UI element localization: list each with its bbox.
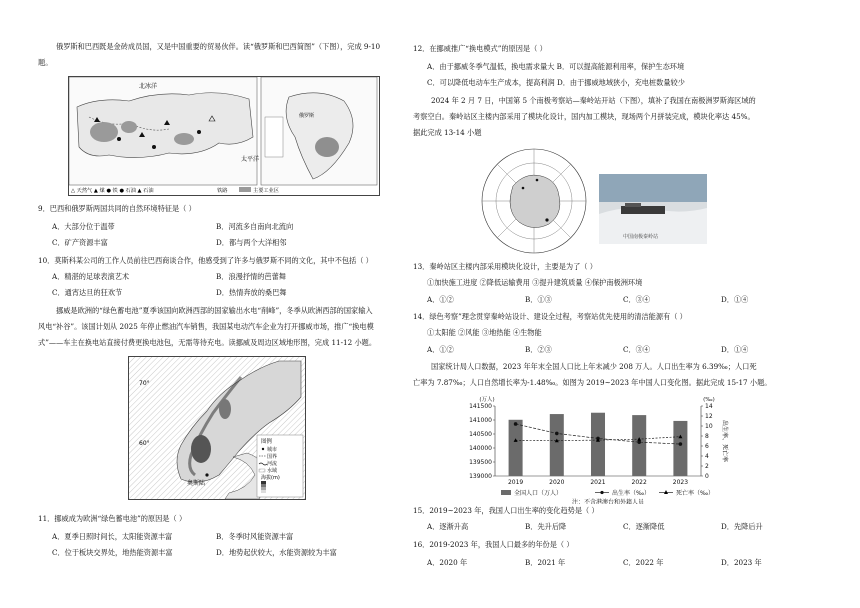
photo-caption: 中国南极秦岭站 [623,234,659,240]
birth-rate-point-2023 [679,442,683,446]
right-tick-label: 4 [705,453,709,460]
map1-legend: △ 天然气 ▲ 煤 ● 铁 ● 石油 ▲ 石油 [71,188,154,194]
left-tick-label: 140000 [469,445,492,452]
population-para-1: 国家统计局人口数据，2023 年年末全国人口比上年末减少 208 万人。人口出生率为 6.39‰；人口死 [431,362,757,371]
qinling-para-3: 据此完成 13-14 小题 [413,128,482,137]
q15-option-c[interactable]: C．逐渐降低 [623,522,665,531]
russia-brazil-map [68,76,380,196]
legend-population: 全国人口（万人） [514,490,563,497]
map1-legend-industry: 主要工业区 [253,188,279,194]
map2-legend-water: 水域 [267,468,278,474]
legend-death-marker [664,490,668,494]
qinling-para-1: 2024 年 2 月 7 日，中国第 5 个南极考察站—秦岭站开站（下图），填补了我国在南极洲罗斯海区域的 [431,96,756,105]
qinling-para-2: 考察空白。秦岭站区主楼内部采用了模块化设计，国内加工模块，现场两个月拼装完成，模块化率达 45%。 [413,112,755,121]
intro-line-1: 俄罗斯和巴西既是金砖成员国，又是中国重要的贸易伙伴。读“俄罗斯和巴西简图”（下图），完成 9-10 [56,42,381,51]
right-tick-label: 2 [705,463,709,470]
legend-birth-marker [600,491,603,494]
oslo-label: 奥斯陆 [187,480,206,487]
intro-line-2: 题。 [38,58,53,67]
map1-legend-rail: 铁路 [217,188,228,194]
q14-items: ①太阳能 ②风能 ③地热能 ④生物能 [427,328,542,337]
q11-option-d[interactable]: D．地势起伏较大，水能资源较为丰富 [216,548,337,557]
q16-option-d[interactable]: D．2023 年 [721,558,762,567]
lat-60-label: 60° [139,440,150,447]
q13-option-d[interactable]: D．①④ [721,295,749,304]
q9-option-c[interactable]: C．矿产资源丰富 [52,238,108,247]
right-tick-label: 14 [705,403,713,410]
q15-option-b[interactable]: B．先升后降 [525,522,567,531]
q14-stem: 14．绿色考察”理念贯穿秦岭站设计、建设全过程，考察站优先使用的清洁能源有（ ） [413,312,687,321]
q11-option-b[interactable]: B．冬季时风能资源丰富 [216,532,294,541]
map2-legend-city: 城市 [267,447,278,453]
q12-stem: 12．在挪威推广“换电模式”的原因是（ ） [413,44,547,53]
left-axis-unit: (万人) [479,397,495,403]
q16-stem: 16．2019-2023 年，我国人口最多的年份是（ ） [413,540,574,549]
q11-option-a[interactable]: A．夏季日照时间长，太阳能资源丰富 [52,532,173,541]
q10-option-c[interactable]: C．通宵达旦的狂欢节 [52,288,123,297]
q10-option-b[interactable]: B．浪漫抒情的芭蕾舞 [216,272,286,281]
legend-birth: 出生率（‰） [612,490,651,497]
q13-stem: 13．秦岭站区主楼内部采用模块化设计，主要是为了（ ） [413,262,597,271]
right-tick-label: 12 [705,413,713,420]
x-label-2022: 2022 [631,479,647,486]
q14-option-a[interactable]: A．①② [427,345,454,354]
q10-option-a[interactable]: A．精湛的足球表演艺术 [52,272,130,281]
bar-2019 [509,420,523,476]
q12-option-ab[interactable]: A．由于挪威冬季气温低，换电需求量大 B．可以提高能源利用率，保护生态环境 [427,62,685,71]
q14-option-d[interactable]: D．①④ [721,345,749,354]
q14-option-c[interactable]: C．③④ [623,345,651,354]
bar-2022 [632,415,646,476]
population-chart [453,392,753,504]
q16-option-b[interactable]: B．2021 年 [525,558,566,567]
q13-option-c[interactable]: C．③④ [623,295,651,304]
left-tick-label: 141000 [469,417,492,424]
right-axis-unit: (‰) [703,397,715,403]
bar-2021 [591,413,605,476]
q11-stem: 11．挪威成为欧洲“绿色蓄电池”的原因是（ ） [38,514,187,523]
norway-terrain-map [128,356,306,500]
q16-option-c[interactable]: C．2022 年 [623,558,664,567]
legend-bar-swatch [501,490,511,495]
x-label-2020: 2020 [549,479,565,486]
q14-option-b[interactable]: B．②③ [525,345,552,354]
norway-para-1: 挪威是欧洲的“绿色蓄电池”夏季该国向欧洲西部的国家输出水电“削峰”，冬季从欧洲西部的国家输入 [56,306,373,315]
q12-option-cd[interactable]: C．可以降低电动车生产成本，提高利润 D．由于挪威地域狭小，充电桩数量较少 [427,78,685,87]
legend-death: 死亡率（‰） [676,490,715,497]
map2-legend-title: 图例 [261,439,272,445]
q15-option-d[interactable]: D．先降后升 [721,522,763,531]
q15-option-a[interactable]: A．逐渐升高 [427,522,469,531]
ocean-north-label: 北冰洋 [139,83,158,90]
left-tick-label: 140500 [469,431,492,438]
russia-brazil-map-svg [69,77,379,195]
bar-2020 [550,414,564,476]
left-tick-label: 139000 [469,473,492,480]
right-axis-label: 出生率、死亡率 [721,419,728,463]
left-tick-label: 139500 [469,459,492,466]
chart-note: 注：不含港澳台和外籍人员 [571,499,645,504]
birth-rate-point-2020 [555,432,559,436]
q9-stem: 9．巴西和俄罗斯两国共同的自然环境特征是（ ） [38,204,196,213]
population-para-2: 亡率为 7.87‰；人口自然增长率为-1.48‰。如图为 2019~2023 年中国人口变化图。据此完成 15-17 小题。 [413,378,772,387]
norway-para-3: 式”——车主在换电站直接付费更换电池包，无需等待充电。读挪威及周边区域地形图，完成 11-12 小题。 [38,338,377,347]
left-tick-label: 141500 [469,403,492,410]
q16-option-a[interactable]: A．2020 年 [427,558,468,567]
q9-option-a[interactable]: A．大部分位于温带 [52,222,115,231]
birth-rate-point-2022 [637,440,641,444]
x-label-2023: 2023 [672,479,689,486]
lat-70-label: 70° [139,380,150,387]
norway-para-2: 风电“补谷”。该国计划从 2025 年停止燃油汽车销售，我国某电动汽车企业为打开挪威市场，推广“换电模 [38,322,374,331]
norway-map-svg [129,357,305,499]
birth-rate-point-2019 [514,422,518,426]
right-tick-label: 8 [705,433,709,440]
x-label-2021: 2021 [590,479,606,486]
bar-2023 [673,421,687,476]
map2-legend-border: 国界 [267,454,278,460]
map2-legend-river: 河流 [267,461,278,467]
right-tick-label: 0 [705,473,709,480]
population-chart-svg [453,392,753,504]
q10-stem: 10．莫斯科某公司的工作人员前往巴西商谈合作，他感受到了许多与俄罗斯不同的文化，其中不包括（ ） [38,256,373,265]
q15-stem: 15．2019~2023 年，我国人口出生率的变化趋势是（ ） [413,506,599,515]
q10-option-d[interactable]: D．热情奔放的桑巴舞 [216,288,287,297]
antarctica-polar-map [475,142,593,260]
q9-option-d[interactable]: D．都与两个大洋相邻 [216,238,287,247]
inset-title: 俄罗斯 [299,113,315,119]
q13-option-a[interactable]: A．①② [427,295,454,304]
right-tick-label: 6 [705,443,709,450]
map2-legend-elev: 海拔(m) [261,475,280,481]
ocean-pacific-label: 太平洋 [241,156,260,163]
q13-items: ①加快施工进度 ②降低运输费用 ③提升建筑质量 ④保护南极洲环境 [427,278,643,287]
right-tick-label: 10 [705,423,713,430]
q13-option-b[interactable]: B．①③ [525,295,552,304]
q9-option-b[interactable]: B．河流多自南向北流向 [216,222,294,231]
q11-option-c[interactable]: C．位于板块交界处，地热能资源丰富 [52,548,173,557]
polar-map-svg [475,142,593,260]
x-label-2019: 2019 [507,479,524,486]
